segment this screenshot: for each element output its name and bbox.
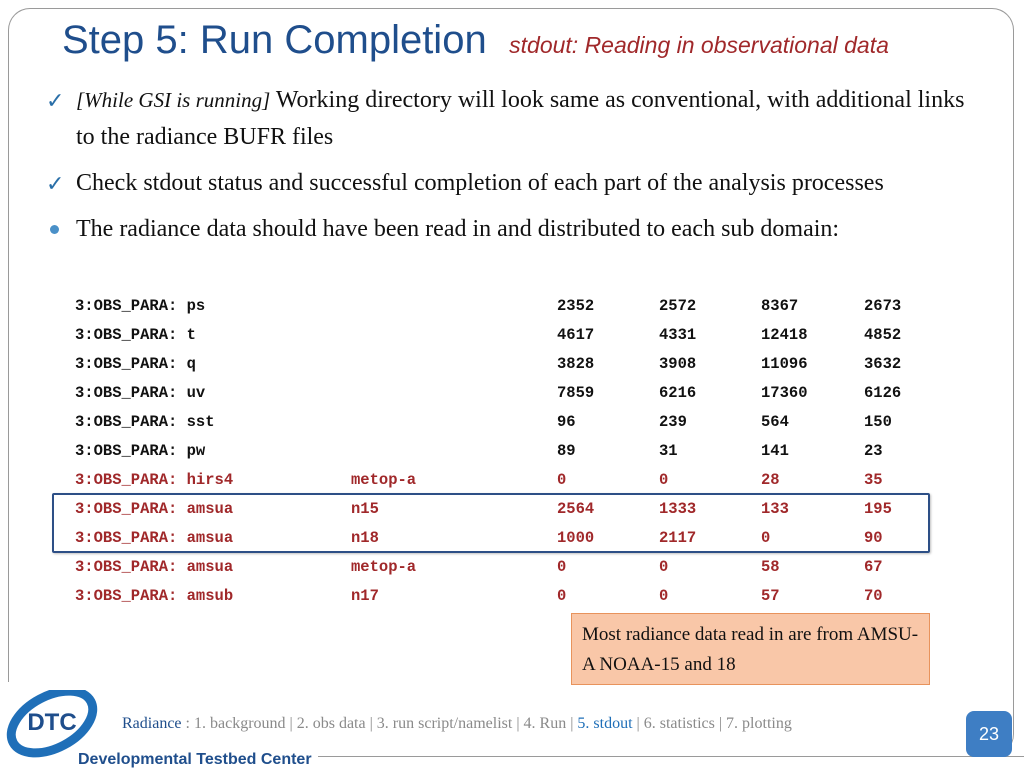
table-cell: 23 bbox=[864, 442, 883, 460]
table-cell: 3:OBS_PARA: uv bbox=[75, 384, 206, 402]
table-cell: metop-a bbox=[351, 471, 417, 489]
table-cell: 3:OBS_PARA: t bbox=[75, 326, 196, 344]
table-cell: 2352 bbox=[557, 297, 595, 315]
table-cell: 1000 bbox=[557, 529, 595, 547]
table-cell: 31 bbox=[659, 442, 678, 460]
table-cell: 2117 bbox=[659, 529, 697, 547]
table-cell: 4852 bbox=[864, 326, 902, 344]
table-cell: 133 bbox=[761, 500, 789, 518]
table-cell: n15 bbox=[351, 500, 379, 518]
section-nav: Radiance : 1. background | 2. obs data | 3. run script/namelist | 4. Run | 5. stdout | 6. statistics | 7. plotting bbox=[122, 715, 792, 732]
table-cell: 12418 bbox=[761, 326, 808, 344]
table-cell: 3828 bbox=[557, 355, 595, 373]
table-cell: 2673 bbox=[864, 297, 902, 315]
table-cell: 2564 bbox=[557, 500, 595, 518]
table-cell: 3:OBS_PARA: amsua bbox=[75, 500, 234, 518]
table-cell: 0 bbox=[557, 558, 567, 576]
bullet-dot-icon bbox=[50, 225, 59, 234]
nav-item[interactable]: 1. background bbox=[193, 715, 286, 732]
table-cell: 3908 bbox=[659, 355, 697, 373]
page-number-badge: 23 bbox=[966, 711, 1012, 757]
table-cell: 0 bbox=[659, 558, 669, 576]
table-cell: metop-a bbox=[351, 558, 417, 576]
table-cell: 6216 bbox=[659, 384, 697, 402]
table-cell: 3:OBS_PARA: q bbox=[75, 355, 196, 373]
checkmark-icon: ✓ bbox=[46, 88, 65, 113]
table-cell: 1333 bbox=[659, 500, 697, 518]
table-cell: 141 bbox=[761, 442, 789, 460]
bullet-item: The radiance data should have been read in and distributed to each sub domain: bbox=[46, 211, 976, 248]
bullet-item: ✓ [While GSI is running] Working directory will look same as conventional, with additional links to the radiance BUFR files bbox=[46, 82, 976, 156]
table-cell: 195 bbox=[864, 500, 892, 518]
table-cell: 58 bbox=[761, 558, 780, 576]
table-cell: 6126 bbox=[864, 384, 902, 402]
checkmark-icon: ✓ bbox=[46, 171, 65, 196]
nav-item[interactable]: 5. stdout bbox=[577, 715, 633, 732]
table-cell: 3:OBS_PARA: amsua bbox=[75, 529, 234, 547]
callout-box: Most radiance data read in are from AMSU-A NOAA-15 and 18 bbox=[571, 613, 930, 685]
nav-item[interactable]: 6. statistics bbox=[643, 715, 715, 732]
table-cell: 2572 bbox=[659, 297, 697, 315]
table-cell: 90 bbox=[864, 529, 883, 547]
bullet-item: ✓ Check stdout status and successful completion of each part of the analysis processes bbox=[46, 165, 976, 202]
table-cell: 0 bbox=[557, 587, 567, 605]
nav-item[interactable]: 4. Run bbox=[523, 715, 567, 732]
logo-text: DTC bbox=[27, 709, 77, 736]
slide-title bbox=[62, 18, 889, 63]
table-cell: 7859 bbox=[557, 384, 595, 402]
bullet-list bbox=[46, 82, 976, 257]
table-cell: 28 bbox=[761, 471, 780, 489]
nav-item[interactable]: 2. obs data bbox=[296, 715, 366, 732]
table-cell: 3:OBS_PARA: amsua bbox=[75, 558, 234, 576]
table-cell: 239 bbox=[659, 413, 687, 431]
table-cell: 0 bbox=[659, 471, 669, 489]
table-cell: 3:OBS_PARA: amsub bbox=[75, 587, 234, 605]
table-cell: 564 bbox=[761, 413, 789, 431]
table-cell: 3632 bbox=[864, 355, 902, 373]
table-cell: 70 bbox=[864, 587, 883, 605]
title-subtitle: stdout: Reading in observational data bbox=[509, 32, 889, 58]
table-cell: 89 bbox=[557, 442, 576, 460]
table-cell: 57 bbox=[761, 587, 780, 605]
table-cell: 4331 bbox=[659, 326, 697, 344]
nav-label: Radiance bbox=[122, 715, 182, 732]
table-cell: 67 bbox=[864, 558, 883, 576]
table-cell: 17360 bbox=[761, 384, 808, 402]
table-cell: 96 bbox=[557, 413, 576, 431]
table-cell: n18 bbox=[351, 529, 379, 547]
table-cell: 0 bbox=[761, 529, 771, 547]
nav-item[interactable]: 3. run script/namelist bbox=[376, 715, 513, 732]
table-cell: 3:OBS_PARA: hirs4 bbox=[75, 471, 234, 489]
table-cell: 35 bbox=[864, 471, 883, 489]
org-name: Developmental Testbed Center bbox=[78, 751, 312, 768]
table-cell: 0 bbox=[557, 471, 567, 489]
table-cell: 4617 bbox=[557, 326, 595, 344]
table-cell: 8367 bbox=[761, 297, 799, 315]
table-cell: 3:OBS_PARA: sst bbox=[75, 413, 215, 431]
table-cell: n17 bbox=[351, 587, 379, 605]
table-cell: 150 bbox=[864, 413, 892, 431]
table-cell: 11096 bbox=[761, 355, 808, 373]
table-cell: 3:OBS_PARA: ps bbox=[75, 297, 206, 315]
footer-rule bbox=[318, 756, 1024, 757]
title-main: Step 5: Run Completion bbox=[62, 18, 487, 62]
table-cell: 3:OBS_PARA: pw bbox=[75, 442, 206, 460]
nav-item[interactable]: 7. plotting bbox=[726, 715, 792, 732]
table-cell: 0 bbox=[659, 587, 669, 605]
highlight-box bbox=[52, 493, 930, 553]
